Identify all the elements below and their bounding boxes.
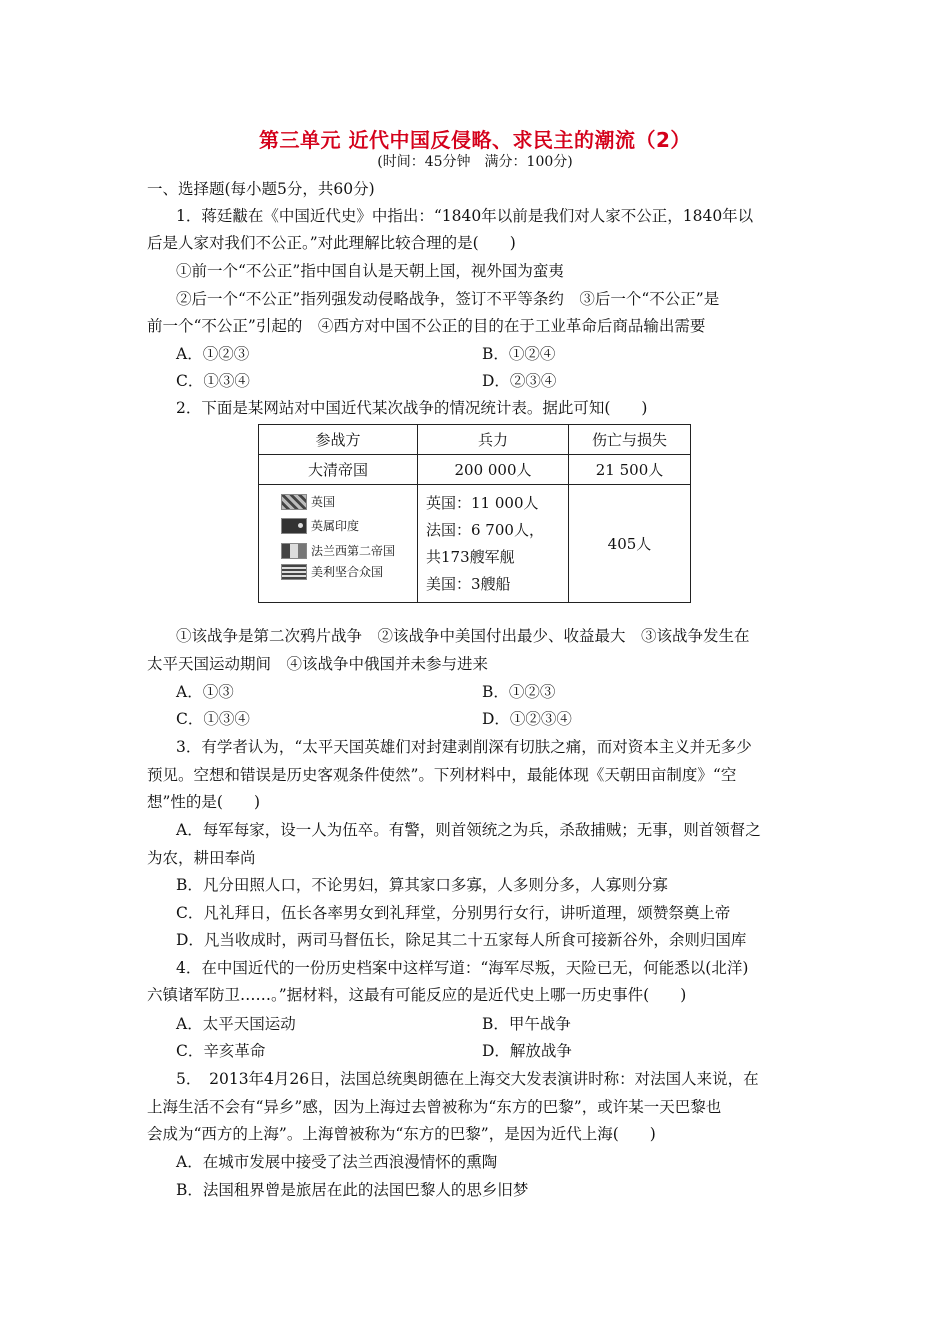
uk-flag-icon (281, 494, 307, 510)
table-cell-qing-forces: 200 000人 (418, 455, 569, 485)
table-cell-allies-losses: 405人 (569, 485, 691, 603)
question-2-option-d: D．①②③④ (482, 710, 572, 728)
flag-row-uk (281, 493, 335, 510)
forces-line-ships: 共173艘军舰 (426, 547, 515, 566)
question-4-line-2: 六镇诸军防卫……。”据材料，这最有可能反应的是近代史上哪一历史事件( ) (147, 986, 687, 1004)
flag-label-us: 美利坚合众国 (311, 565, 384, 579)
question-1-line-4: ②后一个“不公正”指列强发动侵略战争，签订不平等条约 ③后一个“不公正”是 (176, 290, 720, 308)
question-1-option-b: B．①②④ (482, 345, 556, 363)
table-cell-allies-flags (259, 485, 418, 603)
question-2-option-a: A．①③ (176, 683, 234, 701)
question-1-line-2: 后是人家对我们不公正。”对此理解比较合理的是( ) (147, 234, 516, 252)
question-4-option-b: B．甲午战争 (482, 1015, 571, 1033)
table-cell-allies-forces (418, 485, 569, 603)
question-1-option-a: A．①②③ (176, 345, 250, 363)
question-4-option-a: A．太平天国运动 (176, 1015, 296, 1033)
forces-line-us: 美国：3艘船 (426, 574, 511, 593)
question-3-line-2: 预见。空想和错误是历史客观条件使然”。下列材料中，最能体现《天朝田亩制度》“空 (147, 766, 737, 784)
table-header-party: 参战方 (259, 425, 418, 455)
question-3-line-1: 3．有学者认为，“太平天国英雄们对封建剥削深有切肤之痛，而对资本主义并无多少 (176, 738, 752, 756)
question-5-option-b: B．法国租界曾是旅居在此的法国巴黎人的思乡旧梦 (176, 1181, 529, 1199)
question-5-line-1: 5． 2013年4月26日，法国总统奥朗德在上海交大发表演讲时称：对法国人来说，在 (176, 1070, 759, 1088)
flag-row-france (281, 542, 395, 559)
war-statistics-table (258, 424, 691, 603)
question-1-option-d: D．②③④ (482, 372, 557, 390)
question-4-line-1: 4．在中国近代的一份历史档案中这样写道：“海军尽叛，天险已无，何能悉以(北洋) (176, 959, 749, 977)
question-5-line-3: 会成为“西方的上海”。上海曾被称为“东方的巴黎”，是因为近代上海( ) (147, 1125, 656, 1143)
table-cell-qing-losses: 21 500人 (569, 455, 691, 485)
question-3-line-3: 想”性的是( ) (147, 793, 261, 811)
british-india-flag-icon (281, 518, 307, 534)
france-flag-icon (281, 543, 307, 559)
flag-label-uk: 英国 (311, 495, 336, 509)
flag-row-us (281, 563, 383, 580)
question-5-option-a: A．在城市发展中接受了法兰西浪漫情怀的熏陶 (176, 1153, 498, 1171)
question-4-option-d: D．解放战争 (482, 1042, 572, 1060)
question-3-option-b: B．凡分田照人口，不论男妇，算其家口多寡，人多则分多，人寡则分寡 (176, 876, 668, 894)
question-3-option-a-line-1: A．每军每家，设一人为伍卒。有警，则首领统之为兵，杀敌捕贼；无事，则首领督之 (176, 821, 761, 839)
table-cell-qing: 大清帝国 (259, 455, 418, 485)
question-2-option-c: C．①③④ (176, 710, 250, 728)
section-heading: 一、选择题(每小题5分，共60分) (147, 180, 375, 198)
question-5-line-2: 上海生活不会有“异乡”感，因为上海过去曾被称为“东方的巴黎”，或许某一天巴黎也 (147, 1098, 722, 1116)
question-1-line-5: 前一个“不公正”引起的 ④西方对中国不公正的目的在于工业革命后商品输出需要 (147, 317, 706, 335)
question-1-line-1: 1．蒋廷黻在《中国近代史》中指出：“1840年以前是我们对人家不公正，1840年以 (176, 207, 754, 225)
flag-label-india: 英属印度 (311, 519, 360, 533)
question-1-option-c: C．①③④ (176, 372, 250, 390)
page-subtitle: (时间：45分钟 满分：100分) (377, 154, 573, 170)
table-header-losses: 伤亡与损失 (569, 425, 691, 455)
us-flag-icon (281, 564, 307, 580)
forces-line-uk: 英国：11 000人 (426, 493, 539, 512)
table-header-forces: 兵力 (418, 425, 569, 455)
question-1-line-3: ①前一个“不公正”指中国自认是天朝上国，视外国为蛮夷 (176, 262, 564, 280)
question-2-line-3: 太平天国运动期间 ④该战争中俄国并未参与进来 (147, 655, 489, 673)
flag-label-france: 法兰西第二帝国 (311, 544, 396, 558)
question-4-option-c: C．辛亥革命 (176, 1042, 266, 1060)
question-3-option-c: C．凡礼拜日，伍长各率男女到礼拜堂，分别男行女行，讲听道理，颂赞祭奠上帝 (176, 904, 731, 922)
page-title: 第三单元 近代中国反侵略、求民主的潮流（2） (259, 128, 691, 152)
flag-row-india (281, 517, 359, 534)
forces-line-france: 法国：6 700人， (426, 520, 544, 539)
question-3-option-d: D．凡当收成时，两司马督伍长，除足其二十五家每人所食可接新谷外，余则归国库 (176, 931, 747, 949)
question-2-line-2: ①该战争是第二次鸦片战争 ②该战争中美国付出最少、收益最大 ③该战争发生在 (176, 627, 750, 645)
question-3-option-a-line-2: 为农，耕田奉尚 (147, 849, 256, 867)
question-2-line-1: 2．下面是某网站对中国近代某次战争的情况统计表。据此可知( ) (176, 399, 648, 417)
question-2-option-b: B．①②③ (482, 683, 556, 701)
